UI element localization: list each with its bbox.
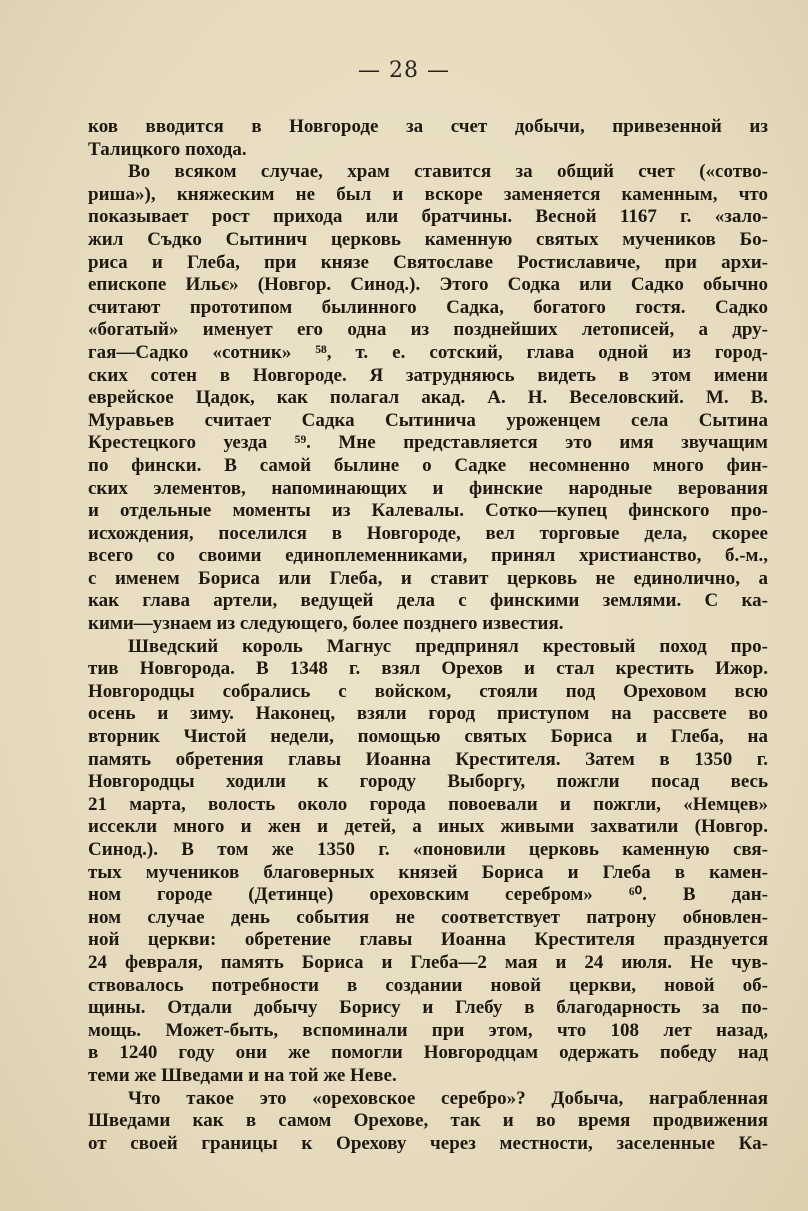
text-line: мощь. Может-быть, вспоминали при этом, что 108 лет назад, — [88, 1019, 768, 1041]
text-line: тив Новгорода. В 1348 г. взял Орехов и стал крестить Ижор. — [88, 658, 768, 680]
text-line: с именем Бориса или Глеба, и ставит церковь не единолично, а — [88, 567, 768, 589]
text-line: 21 марта, волость около города повоевали и пожгли, «Немцев» — [88, 793, 768, 815]
text-line: ствовалось потребности в создании новой церкви, новой об- — [88, 974, 768, 996]
text-line: память обретения главы Иоанна Крестителя. Затем в 1350 г. — [88, 748, 768, 770]
text-line: Шведский король Магнус предпринял крестовый поход про- — [128, 635, 768, 657]
text-line: ном случае день события не соответствует патрону обновлен- — [88, 906, 768, 928]
text-line: всего со своими единоплеменниками, принял христианство, б.-м., — [88, 545, 768, 567]
text-line: гая—Садко «сотник» ⁵⁸, т. е. сотский, глава одной из город- — [88, 341, 768, 363]
text-line: исхождения, поселился в Новгороде, вел торговые дела, скорее — [88, 522, 768, 544]
text-line: вторник Чистой недели, помощью святых Бориса и Глеба, на — [88, 726, 768, 748]
page-number: — 28 — — [358, 58, 450, 83]
text-line: Что такое это «ореховское серебро»? Добыча, награбленная — [128, 1087, 768, 1109]
text-line: ной церкви: обретение главы Иоанна Крестителя празднуется — [88, 929, 768, 951]
text-line: «богатый» именует его одна из позднейших летописей, а дру- — [88, 319, 768, 341]
text-line: ских элементов, напоминающих и финские народные верования — [88, 477, 768, 499]
text-line: и отдельные моменты из Калевалы. Сотко—купец финского про- — [88, 500, 768, 522]
text-line: епископе Ильє» (Новгор. Синод.). Этого Содка или Садко обычно — [88, 274, 768, 296]
text-line: считают прототипом былинного Садка, богатого гостя. Садко — [88, 296, 768, 318]
text-line: Синод.). В том же 1350 г. «поновили церковь каменную свя- — [88, 839, 768, 860]
text-line: кими—узнаем из следующего, более позднего известия. — [88, 613, 564, 635]
text-line: ном городе (Детинце) ореховским серебром» ⁶⁰. В дан- — [88, 884, 768, 906]
text-line: ков вводится в Новгороде за счет добычи, привезенной из — [88, 116, 768, 137]
text-line: Шведами как в самом Орехове, так и во время продвижения — [88, 1110, 768, 1132]
body-text — [88, 116, 768, 1155]
text-line: еврейское Цадок, как полагал акад. А. Н. Веселовский. М. В. — [88, 387, 768, 409]
text-line: иссекли много и жен и детей, а иных живыми захватили (Новгор. — [88, 816, 768, 838]
text-line: тых мучеников благоверных князей Бориса и Глеба в камен- — [88, 861, 768, 883]
text-line: Новгородцы собрались с войском, стояли под Ореховом всю — [88, 680, 768, 702]
text-line: теми же Шведами и на той же Неве. — [88, 1064, 397, 1086]
text-line: Крестецкого уезда ⁵⁹. Мне представляется это имя звучащим — [88, 432, 768, 454]
text-line: по фински. В самой былине о Садке несомненно много фин- — [88, 454, 768, 476]
text-line: в 1240 году они же помогли Новгородцам одержать победу над — [88, 1042, 768, 1064]
text-line: показывает рост прихода или братчины. Весной 1167 г. «зало- — [88, 206, 768, 228]
text-line: как глава артели, ведущей дела с финскими землями. С ка- — [88, 590, 768, 612]
text-line: риша»), княжеским не был и вскоре заменяется каменным, что — [88, 183, 768, 205]
text-line: Талицкого похода. — [88, 138, 247, 160]
text-line: Муравьев считает Садка Сытинича уроженцем села Сытина — [88, 409, 768, 431]
text-line: осень и зиму. Наконец, взяли город приступом на рассвете во — [88, 703, 768, 725]
text-line: Новгородцы ходили к городу Выборгу, пожгли посад весь — [88, 771, 768, 793]
text-line: щины. Отдали добычу Борису и Глебу в благодарность за по- — [88, 997, 768, 1019]
text-line: от своей границы к Орехову через местности, заселенные Ка- — [88, 1132, 768, 1154]
text-line: жил Съдко Сытинич церковь каменную святых мучеников Бо- — [88, 228, 768, 250]
text-line: 24 февраля, память Бориса и Глеба—2 мая и 24 июля. Не чув- — [88, 951, 768, 973]
text-line: ских сотен в Новгороде. Я затрудняюсь видеть в этом имени — [88, 364, 768, 386]
text-line: риса и Глеба, при князе Святославе Ростиславиче, при архи- — [88, 251, 768, 273]
text-line: Во всяком случае, храм ставится за общий счет («сотво- — [128, 161, 768, 183]
